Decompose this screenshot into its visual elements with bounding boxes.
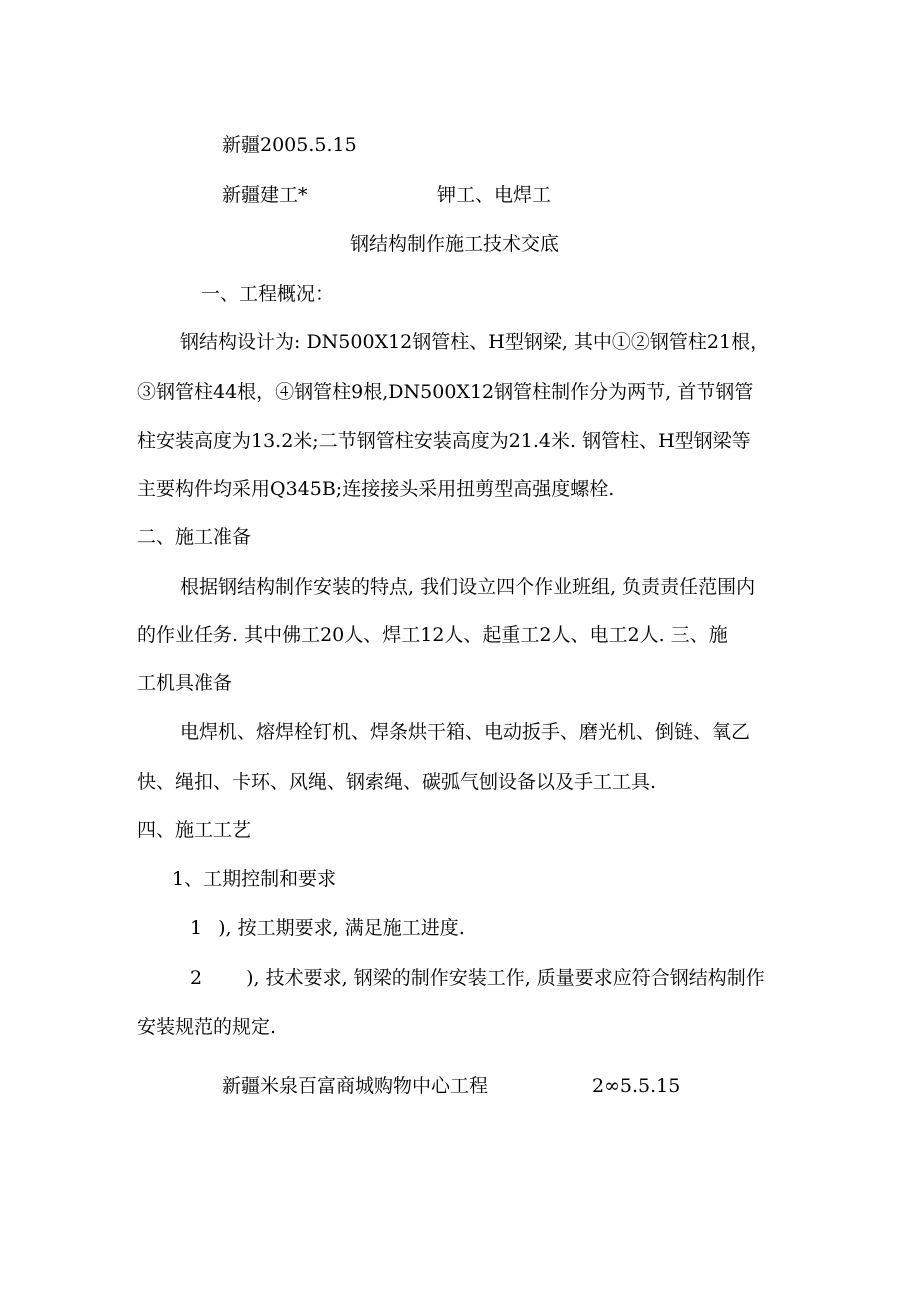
section1-para-line-2: ③钢管柱44根，④钢管柱9根,DN500X12钢管柱制作分为两节, 首节钢管 — [137, 381, 754, 403]
header-trades: 钾工、电焊工 — [437, 184, 552, 206]
section2-para-line-2: 的作业任务. 其中佛工20人、焊工12人、起重工2人、电工2人. 三、施 — [137, 624, 728, 646]
section1-heading: 一、工程概况： — [201, 283, 335, 305]
footer-date: 2∞5.5.15 — [592, 1075, 681, 1097]
section4-heading: 四、施工工艺 — [137, 819, 252, 841]
item-2-text: ), 技术要求, 钢梁的制作安装工作, 质量要求应符合钢结构制作 — [246, 967, 765, 989]
section3-para-line-1: 电焊机、熔焊栓钉机、焊条烘干箱、电动扳手、磨光机、倒链、氧乙 — [180, 721, 751, 743]
section4-subheading: 1、工期控制和要求 — [172, 868, 337, 890]
item-1 — [190, 916, 465, 940]
section2-para-line-3: 工机具准备 — [137, 672, 233, 694]
item-2 — [190, 966, 765, 990]
section3-para-line-2: 快、绳扣、卡环、风绳、钢索绳、碳弧气刨设备以及手工工具. — [137, 771, 657, 793]
section1-para-line-1: 钢结构设计为: DN500X12钢管柱、H型钢梁, 其中①②钢管柱21根， — [180, 331, 770, 353]
item-2-number: 2 — [190, 967, 203, 989]
item-1-text: ), 按工期要求, 满足施工进度. — [218, 917, 465, 939]
item-1-number: 1 — [190, 917, 203, 939]
section1-para-line-4: 主要构件均采用Q345B;连接接头采用扭剪型高强度螺栓. — [137, 478, 615, 500]
section2-heading: 二、施工准备 — [137, 526, 252, 548]
footer-project: 新疆米泉百富商城购物中心工程 — [222, 1075, 489, 1097]
document-title: 钢结构制作施工技术交底 — [350, 233, 560, 255]
header-org: 新疆建工* — [222, 184, 308, 206]
section2-para-line-1: 根据钢结构制作安装的特点, 我们设立四个作业班组, 负责责任范围内 — [180, 576, 756, 598]
header-date-line: 新疆2005.5.15 — [222, 134, 357, 156]
section1-para-line-3: 柱安装高度为13.2米;二节钢管柱安装高度为21.4米. 钢管柱、H型钢梁等 — [137, 430, 751, 452]
item-2-continuation: 安装规范的规定. — [137, 1016, 277, 1038]
